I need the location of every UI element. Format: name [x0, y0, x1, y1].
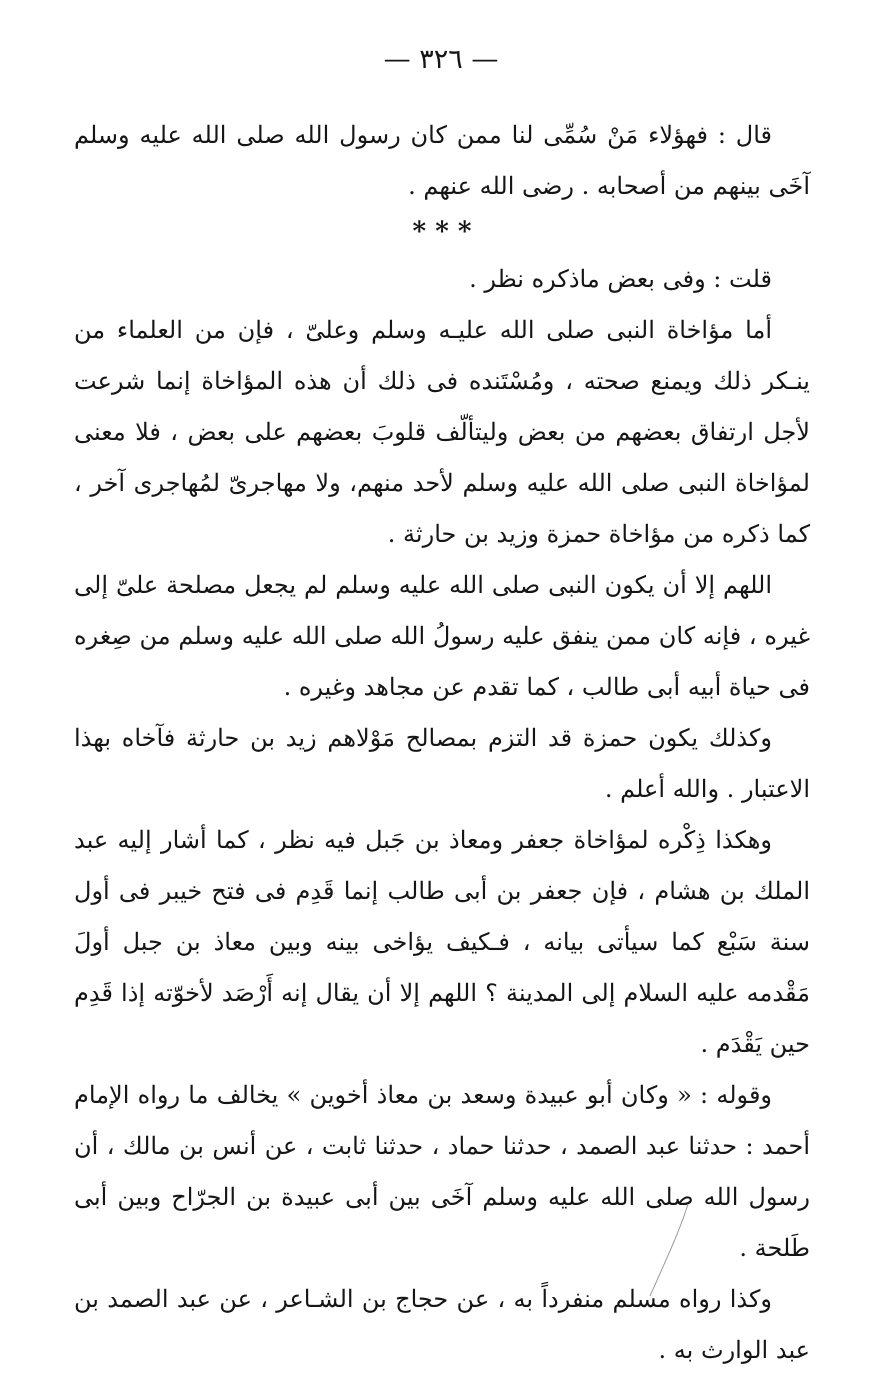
paragraph-5: وكذلك يكون حمزة قد التزم بمصالح مَوْلاهم زيد بن حارثة فآخاه بهذا الاعتبار . والله أعلم . — [74, 724, 810, 803]
paragraph-2: قلت : وفى بعض ماذكره نظر . — [469, 265, 772, 293]
paragraph-6: وهكذا ذِكْره لمؤاخاة جعفر ومعاذ بن جَبل فيه نظر ، كما أشار إليه عبد الملك بن هشام ، فإن جعفر بن أبى طالب إنما قَدِم فى فتح خيبر فى أول سنة سَبْع كما سيأتى بيانه ، فـكيف يؤاخى بينه وبين معاذ بن جبل أولَ مَقْدمه عليه السلام إلى المدينة ؟ اللهم إلا أن يقال إنه أَرْصَد لأخوّته إذا قَدِم حين يَقْدَم . — [74, 826, 810, 1058]
paragraph-4: اللهم إلا أن يكون النبى صلى الله عليه وسلم لم يجعل مصلحة علىّ إلى غيره ، فإنه كان ممن ينفق عليه رسولُ الله صلى الله عليه وسلم من صِغره فى حياة أبيه أبى طالب ، كما تقدم عن مجاهد وغيره . — [74, 571, 810, 701]
body-text — [74, 110, 810, 1376]
paragraph-3: أما مؤاخاة النبى صلى الله عليـه وسلم وعلىّ ، فإن من العلماء من ينـكر ذلك ويمنع صحته ، ومُسْتَنده فى ذلك أن هذه المؤاخاة إنما شرعت لأجل ارتفاق بعضهم من بعض وليتألّف قلوبَ بعضهم على بعض ، فلا معنى لمؤاخاة النبى صلى الله عليه وسلم لأحد منهم، ولا مهاجرىّ لمُهاجرى آخر ، كما ذكره من مؤاخاة حمزة وزيد بن حارثة . — [74, 316, 810, 548]
paragraph-8: وكذا رواه مسلم منفرداً به ، عن حجاج بن الشـاعر ، عن عبد الصمد بن عبد الوارث به . — [74, 1285, 810, 1364]
section-separator: * * * — [412, 217, 472, 247]
paragraph-7: وقوله : « وكان أبو عبيدة وسعد بن معاذ أخوين » يخالف ما رواه الإمام أحمد : حدثنا عبد الصمد ، حدثنا حماد ، حدثنا ثابت ، عن أنس بن مالك ، أن رسول الله صلى الله عليه وسلم آخَى بين أبى عبيدة بن الجرّاح وبين أبى طَلحة . — [74, 1081, 810, 1262]
paragraph-1: قال : فهؤلاء مَنْ سُمِّى لنا ممن كان رسول الله صلى الله عليه وسلم آخَى بينهم من أصحابه . رضى الله عنهم . — [74, 121, 810, 200]
page-number: — ٣٢٦ — — [383, 44, 499, 75]
pen-stroke-mark — [640, 1200, 700, 1300]
